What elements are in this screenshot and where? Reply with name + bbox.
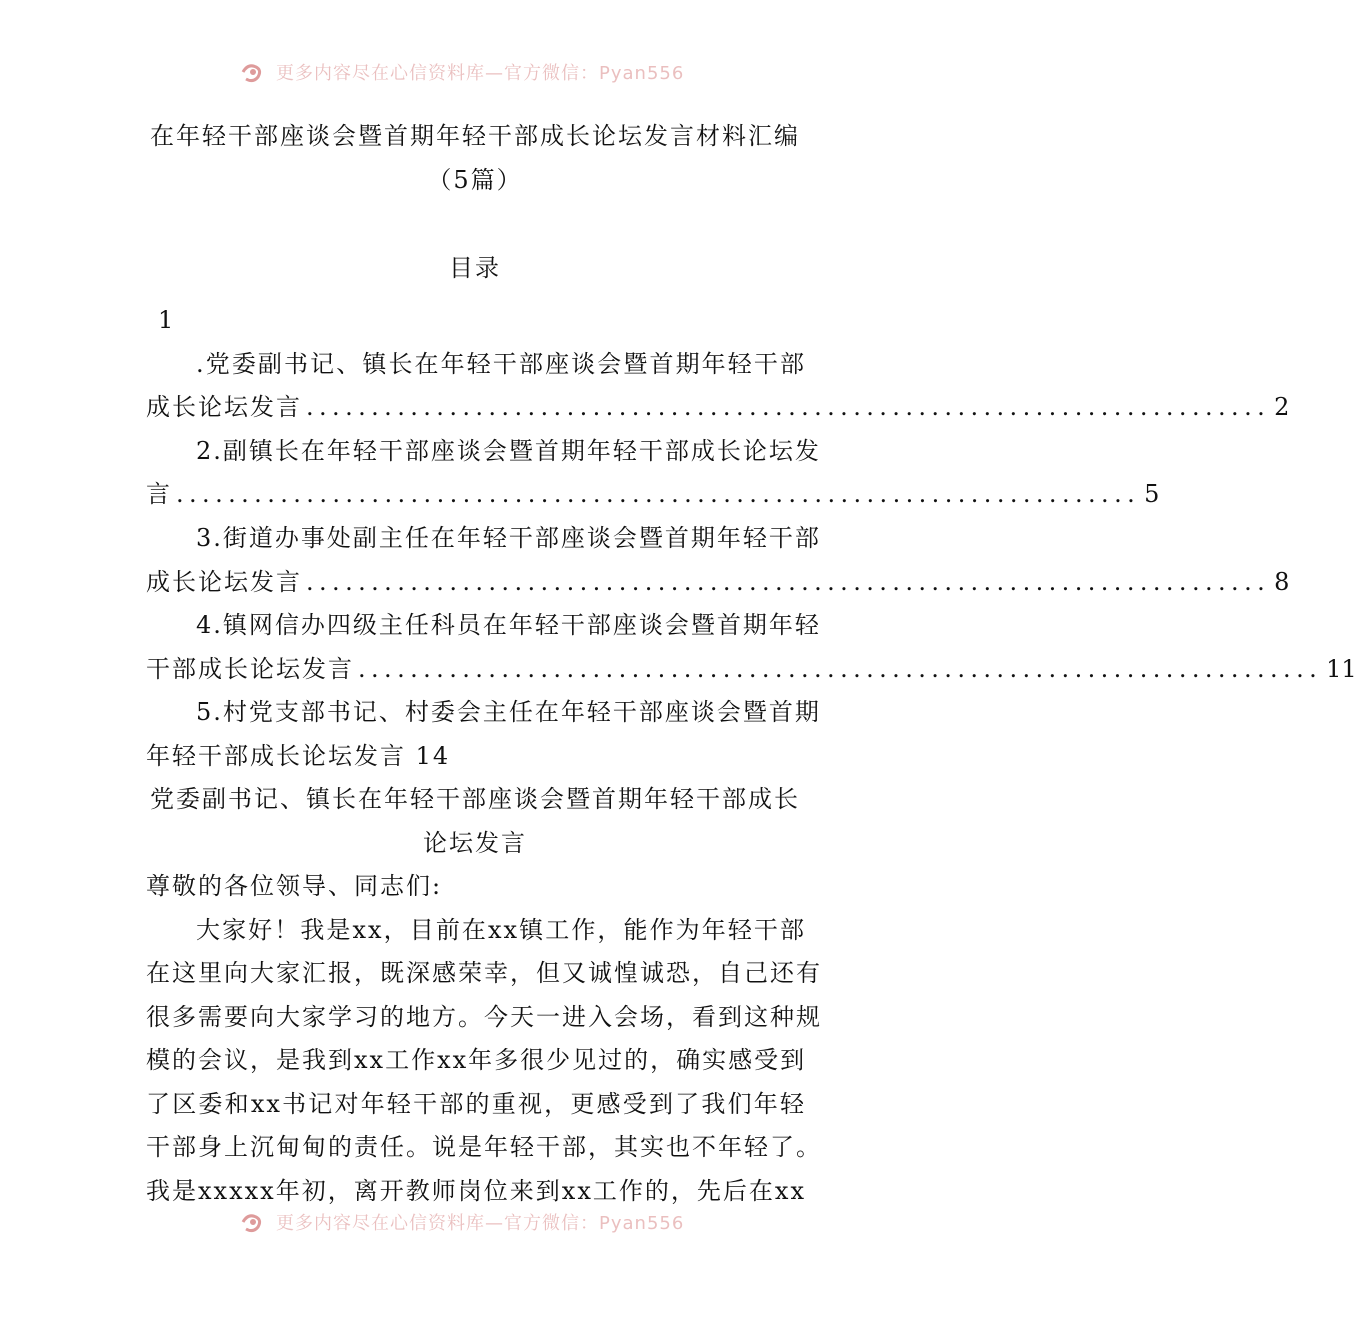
toc-page-number: 5	[1144, 480, 1160, 508]
toc-page-number: 8	[1274, 568, 1290, 596]
toc-entry-2-line1[interactable]: 2.副镇长在年轻干部座谈会暨首期年轻干部成长论坛发	[196, 437, 821, 465]
toc-leader-dots: ..........................................................................	[358, 655, 1323, 683]
toc-entry-1-line1[interactable]: .党委副书记、镇长在年轻干部座谈会暨首期年轻干部	[196, 350, 806, 378]
document-title-line1: 在年轻干部座谈会暨首期年轻干部成长论坛发言材料汇编	[150, 122, 800, 150]
body-line: 模的会议，是我到xx工作xx年多很少见过的，确实感受到	[146, 1046, 807, 1074]
body-line: 我是xxxxx年初，离开教师岗位来到xx工作的，先后在xx	[146, 1177, 806, 1205]
toc-entry-4-line2[interactable]: 干部成长论坛发言 .......................................................................... 11	[146, 647, 806, 691]
toc-leader-dots: ..........................................................................	[176, 480, 1141, 508]
watermark-text: 更多内容尽在心信资料库—官方微信：Pyan556	[276, 63, 685, 84]
toc-heading: 目录	[449, 254, 501, 282]
watermark-logo-icon	[240, 1211, 266, 1233]
watermark-logo-icon	[240, 61, 266, 83]
toc-leader-dots: ..........................................................................	[306, 568, 1271, 596]
body-line: 了区委和xx书记对年轻干部的重视，更感受到了我们年轻	[146, 1090, 806, 1118]
body-line: 在这里向大家汇报，既深感荣幸，但又诚惶诚恐，自己还有	[146, 959, 822, 987]
watermark-text: 更多内容尽在心信资料库—官方微信：Pyan556	[276, 1213, 685, 1234]
toc-entry-3-line1[interactable]: 3.街道办事处副主任在年轻干部座谈会暨首期年轻干部	[196, 524, 821, 552]
section-title-line2: 论坛发言	[423, 829, 527, 857]
body-line: 干部身上沉甸甸的责任。说是年轻干部，其实也不年轻了。	[146, 1133, 822, 1161]
toc-page-number: 11	[1326, 655, 1357, 683]
toc-leader-dots: ..........................................................................	[306, 393, 1271, 421]
toc-entry-2-line2[interactable]: 言 .......................................................................... 5	[146, 472, 806, 516]
toc-entry-5-line2[interactable]: 年轻干部成长论坛发言 14	[146, 742, 451, 770]
salutation: 尊敬的各位领导、同志们:	[146, 872, 443, 900]
toc-page-number: 2	[1274, 393, 1290, 421]
toc-entry-1-number: 1	[158, 306, 176, 334]
toc-entry-4-line1[interactable]: 4.镇网信办四级主任科员在年轻干部座谈会暨首期年轻	[196, 611, 821, 639]
toc-entry-1-line2[interactable]: 成长论坛发言 .......................................................................... 2	[146, 385, 806, 429]
document-title-line2: （5篇）	[427, 166, 523, 194]
watermark-top	[240, 58, 720, 86]
body-line: 大家好！我是xx，目前在xx镇工作，能作为年轻干部	[196, 916, 806, 944]
watermark-bottom	[240, 1208, 720, 1236]
section-title-line1: 党委副书记、镇长在年轻干部座谈会暨首期年轻干部成长	[150, 785, 800, 813]
toc-entry-3-line2[interactable]: 成长论坛发言 .......................................................................... 8	[146, 560, 806, 604]
toc-entry-5-line1[interactable]: 5.村党支部书记、村委会主任在年轻干部座谈会暨首期	[196, 698, 821, 726]
body-line: 很多需要向大家学习的地方。今天一进入会场，看到这种规	[146, 1003, 822, 1031]
